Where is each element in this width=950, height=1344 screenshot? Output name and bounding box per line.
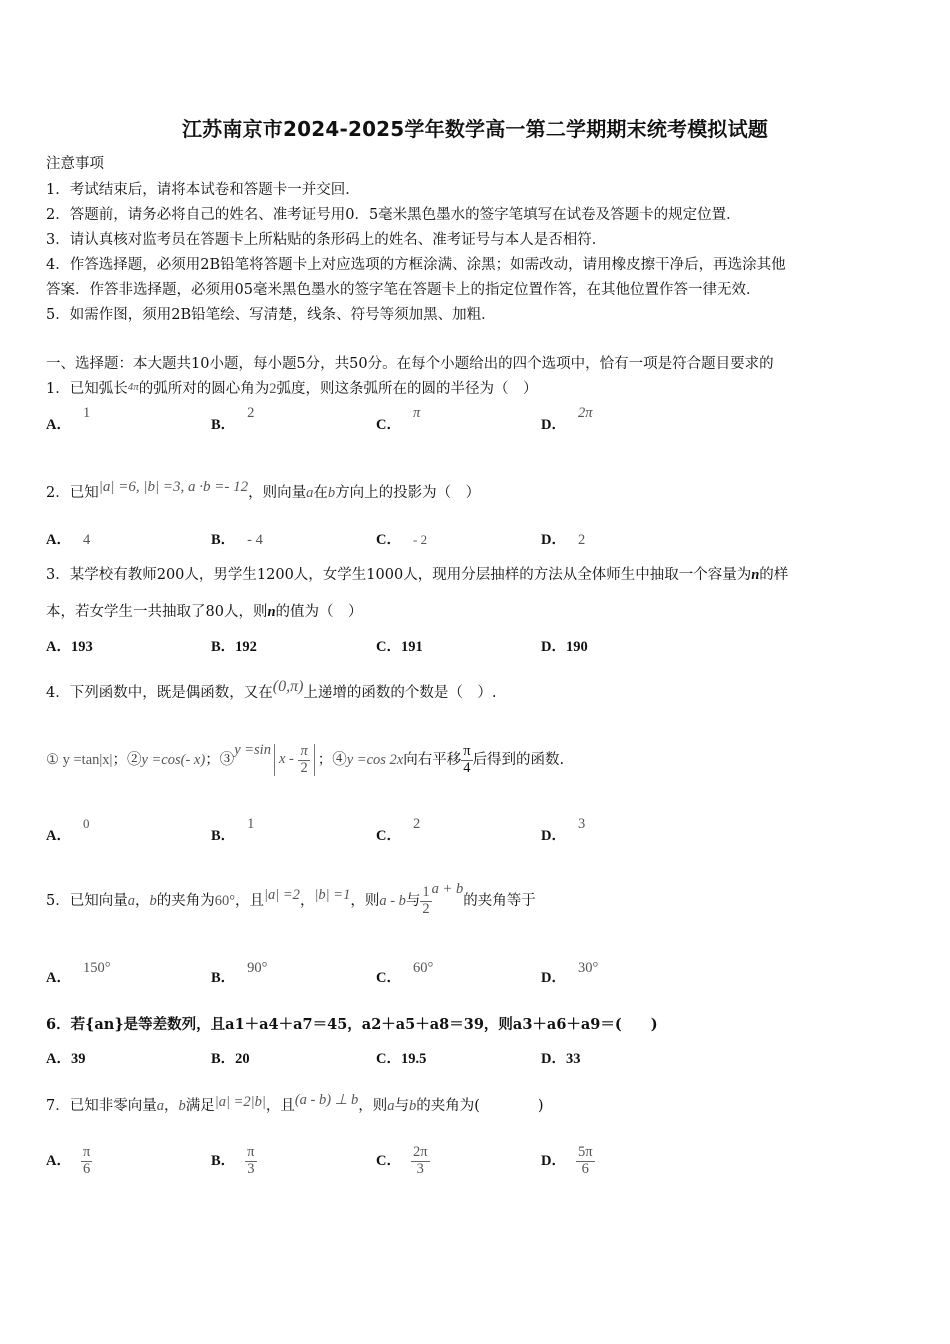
option-value: 19.5 xyxy=(400,1051,427,1067)
q7-math: b xyxy=(408,1098,417,1114)
option-label: C． xyxy=(376,639,401,655)
q7-text: 与 xyxy=(394,1098,409,1114)
q7-number: 7． xyxy=(46,1098,70,1114)
option-value: 2 xyxy=(412,816,421,832)
q5-fraction xyxy=(420,885,431,916)
numerator: π xyxy=(463,743,471,760)
denominator: 2 xyxy=(300,759,308,776)
q3-option-d[interactable] xyxy=(541,635,588,656)
option-value: 33 xyxy=(565,1051,581,1067)
q5-text: ， xyxy=(299,893,315,909)
q4-option-d[interactable] xyxy=(541,816,586,845)
option-label: C． xyxy=(376,417,401,433)
question-4-items xyxy=(46,738,564,782)
option-fraction xyxy=(81,1145,92,1176)
q2-math: |a| =6, |b| =3, a ·b =- 12 xyxy=(98,479,249,495)
option-label: B． xyxy=(211,828,236,844)
option-value: - 4 xyxy=(247,532,263,548)
q1-option-c[interactable] xyxy=(376,405,421,434)
q5-option-d[interactable] xyxy=(541,960,599,987)
q2-text: 在 xyxy=(313,485,328,501)
option-value: 90° xyxy=(247,960,268,976)
q4-function-4: y =cos 2x xyxy=(346,752,404,768)
question-1 xyxy=(46,377,538,398)
option-value: 2π xyxy=(577,405,593,421)
q3-option-c[interactable] xyxy=(376,635,423,656)
notice-item: 3．请认真核对监考员在答题卡上所粘贴的条形码上的姓名、准考证号与本人是否相符． xyxy=(46,232,607,248)
q3-text: 的值为（ ） xyxy=(275,604,363,620)
q6-option-a[interactable] xyxy=(46,1047,85,1068)
q7-math: |a| =2|b| xyxy=(214,1094,266,1110)
option-label: A． xyxy=(46,639,71,655)
q4-fraction xyxy=(298,744,309,775)
option-label: D． xyxy=(541,828,566,844)
section-heading: 一、选择题：本大题共10小题，每小题5分，共50分。在每个小题给出的四个选项中，恰有一项是符合题目要求的 xyxy=(46,356,774,372)
option-fraction xyxy=(576,1145,595,1176)
q5-math: |a| =2 xyxy=(264,887,300,903)
q7-text: 满足 xyxy=(185,1098,215,1114)
option-value: 192 xyxy=(235,639,257,655)
q7-option-d[interactable] xyxy=(541,1138,595,1184)
q7-math: a xyxy=(387,1098,395,1114)
q4-function-1: ① y =tan|x| xyxy=(46,752,113,768)
q1-option-d[interactable] xyxy=(541,405,593,434)
numerator: π xyxy=(82,1144,91,1161)
question-3-cont xyxy=(46,600,363,621)
q2-text: ，则向量 xyxy=(248,485,307,501)
q1-math: 4π xyxy=(127,381,139,393)
denominator: 6 xyxy=(581,1160,589,1177)
q4-math: x - xyxy=(278,751,294,768)
q1-option-a[interactable] xyxy=(46,405,91,434)
q2-option-c[interactable] xyxy=(376,528,427,549)
q4-sep: ；② xyxy=(112,752,142,768)
q5-number: 5． xyxy=(46,893,70,909)
q4-option-b[interactable] xyxy=(211,816,255,845)
q3-option-a[interactable] xyxy=(46,635,93,656)
q5-text: 的夹角为 xyxy=(156,893,215,909)
option-fraction xyxy=(245,1145,256,1176)
option-label: C． xyxy=(376,532,401,548)
q4-function-2: y =cos(- x) xyxy=(141,752,206,768)
option-label: D． xyxy=(541,639,566,655)
q2-math: a xyxy=(306,485,314,501)
option-value: 150° xyxy=(82,960,111,976)
notice-item: 2．答题前，请务必将自己的姓名、准考证号用0．5毫米黑色墨水的签字笔填写在试卷及答题卡的规定位置． xyxy=(46,207,741,223)
exam-title: 江苏南京市2024-2025学年数学高一第二学期期末统考模拟试题 xyxy=(181,117,769,141)
q5-math: |b| =1 xyxy=(314,887,351,903)
question-6: 6．若{an}是等差数列，且a1＋a4＋a7＝45，a2＋a5＋a8＝39，则a3＋a6＋a9＝( ) xyxy=(46,1016,658,1033)
q3-text: 的样 xyxy=(759,567,789,583)
option-label: A． xyxy=(46,1051,71,1067)
q4-sep: ；④ xyxy=(317,752,347,768)
q4-option-c[interactable] xyxy=(376,816,421,845)
option-fraction xyxy=(411,1145,430,1176)
q5-text: ，且 xyxy=(235,893,265,909)
option-label: B． xyxy=(211,639,236,655)
option-label: D． xyxy=(541,532,566,548)
q7-text: ，且 xyxy=(265,1098,295,1114)
denominator: 4 xyxy=(463,759,471,776)
option-value: 60° xyxy=(412,960,434,976)
q1-text: 已知弧长 xyxy=(69,381,128,397)
q4-option-a[interactable] xyxy=(46,816,90,845)
option-value: 1 xyxy=(82,405,91,421)
q5-math: b xyxy=(149,893,157,909)
denominator: 2 xyxy=(422,900,430,917)
q2-number: 2． xyxy=(46,485,70,501)
option-label: C． xyxy=(376,1051,401,1067)
option-label: B． xyxy=(211,1153,236,1169)
q5-math: a xyxy=(127,893,135,909)
notice-heading: 注意事项 xyxy=(46,156,104,172)
q3-text: 本，若女学生一共抽取了80人，则 xyxy=(46,604,268,620)
q2-math: b xyxy=(327,485,336,501)
q5-option-c[interactable] xyxy=(376,960,434,987)
option-label: B． xyxy=(211,970,236,986)
option-value: 191 xyxy=(400,639,423,655)
option-label: B． xyxy=(211,417,236,433)
q2-option-b[interactable] xyxy=(211,528,263,549)
q7-math: (a - b) ⊥ b xyxy=(294,1092,359,1108)
q4-math: (0,π) xyxy=(272,678,304,695)
option-value: π xyxy=(412,405,421,421)
q2-option-d[interactable] xyxy=(541,528,585,549)
numerator: 5π xyxy=(577,1144,593,1161)
numerator: π xyxy=(300,743,308,760)
q7-option-b[interactable] xyxy=(211,1138,257,1184)
q2-text: 方向上的投影为（ ） xyxy=(335,485,481,501)
option-label: D． xyxy=(541,1051,566,1067)
option-value: 4 xyxy=(82,532,91,548)
denominator: 3 xyxy=(247,1160,255,1177)
q5-text: 与 xyxy=(405,893,421,909)
q4-function-3: y =sin xyxy=(234,742,271,758)
question-5 xyxy=(46,876,536,926)
option-label: C． xyxy=(376,970,401,986)
q1-text: 的弧所对的圆心角为 xyxy=(138,381,270,397)
q1-math: 2 xyxy=(269,381,277,397)
q4-text: 向右平移 xyxy=(403,752,462,768)
q7-text: ， xyxy=(163,1098,179,1114)
option-value: - 2 xyxy=(412,532,428,547)
q7-text: 的夹角为( ) xyxy=(416,1098,544,1114)
q6-option-c[interactable] xyxy=(376,1047,426,1068)
option-label: A． xyxy=(46,532,71,548)
q4-number: 4． xyxy=(46,685,70,701)
option-value: 39 xyxy=(70,1051,86,1067)
q7-option-c[interactable] xyxy=(376,1138,430,1184)
denominator: 6 xyxy=(83,1160,91,1177)
option-label: D． xyxy=(541,970,566,986)
option-label: A． xyxy=(46,828,71,844)
numerator: 2π xyxy=(412,1144,428,1161)
denominator: 3 xyxy=(416,1160,424,1177)
option-label: A． xyxy=(46,1153,71,1169)
q7-text: 已知非零向量 xyxy=(69,1098,157,1114)
q2-text: 已知 xyxy=(69,485,99,501)
q4-text: 上递增的函数的个数是（ ）. xyxy=(303,685,497,701)
q4-text: 下列函数中，既是偶函数，又在 xyxy=(69,685,273,701)
q4-text: 后得到的函数. xyxy=(472,752,565,768)
option-value: 0 xyxy=(82,816,90,831)
option-value: 190 xyxy=(565,639,588,655)
option-label: B． xyxy=(211,1051,236,1067)
option-value: 1 xyxy=(247,816,255,832)
notice-item: 5．如需作图，须用2B铅笔绘、写清楚，线条、符号等须加黑、加粗． xyxy=(46,307,496,323)
option-value: 2 xyxy=(577,532,586,548)
q7-math: b xyxy=(178,1098,186,1114)
option-label: B． xyxy=(211,532,236,548)
option-label: A． xyxy=(46,417,71,433)
q1-number: 1． xyxy=(46,381,70,397)
q6-option-b[interactable] xyxy=(211,1047,250,1068)
numerator: 1 xyxy=(422,884,430,901)
q3-variable: n xyxy=(751,567,760,583)
option-label: A． xyxy=(46,970,71,986)
option-label: D． xyxy=(541,417,566,433)
q1-option-b[interactable] xyxy=(211,405,255,434)
question-7 xyxy=(46,1094,544,1115)
numerator: π xyxy=(247,1144,255,1161)
option-value: 2 xyxy=(247,405,255,421)
q5-text: 的夹角等于 xyxy=(463,893,536,909)
q3-variable: n xyxy=(267,604,276,620)
q7-option-a[interactable] xyxy=(46,1138,92,1184)
q5-text: ，则 xyxy=(350,893,380,909)
notice-item: 答案．作答非选择题，必须用05毫米黑色墨水的签字笔在答题卡上的指定位置作答，在其他位置作答一律无效． xyxy=(46,282,761,298)
option-value: 30° xyxy=(577,960,599,976)
q7-math: a xyxy=(156,1098,164,1114)
option-value: 3 xyxy=(577,816,586,832)
option-value: 193 xyxy=(70,639,93,655)
question-4 xyxy=(46,678,497,702)
notice-item: 1．考试结束后，请将本试卷和答题卡一并交回． xyxy=(46,182,360,198)
q5-option-b[interactable] xyxy=(211,960,268,987)
q4-paren xyxy=(274,744,315,775)
q5-text: 已知向量 xyxy=(69,893,128,909)
q4-sep: ；③ xyxy=(205,752,235,768)
q4-shift-fraction xyxy=(461,744,472,775)
q1-text: 弧度，则这条弧所在的圆的半径为（ ） xyxy=(276,381,538,397)
option-label: C． xyxy=(376,828,401,844)
option-label: D． xyxy=(541,1153,566,1169)
notice-item: 4．作答选择题，必须用2B铅笔将答题卡上对应选项的方框涂满、涂黑；如需改动，请用橡皮擦干净后，再选涂其他 xyxy=(46,257,786,273)
q6-option-d[interactable] xyxy=(541,1047,580,1068)
option-label: C． xyxy=(376,1153,401,1169)
q2-option-a[interactable] xyxy=(46,528,90,549)
question-2 xyxy=(46,481,480,502)
q3-option-b[interactable] xyxy=(211,635,257,656)
question-3 xyxy=(46,563,788,584)
q3-text: 3．某学校有教师200人，男学生1200人，女学生1000人，现用分层抽样的方法从全体师生中抽取一个容量为 xyxy=(46,567,752,583)
q5-math: a + b xyxy=(431,881,464,897)
q5-math: a - b xyxy=(379,893,406,909)
q5-option-a[interactable] xyxy=(46,960,111,987)
q5-text: ， xyxy=(134,893,150,909)
q5-math: 60° xyxy=(214,893,236,909)
option-value: 20 xyxy=(235,1051,250,1067)
q7-text: ，则 xyxy=(358,1098,388,1114)
